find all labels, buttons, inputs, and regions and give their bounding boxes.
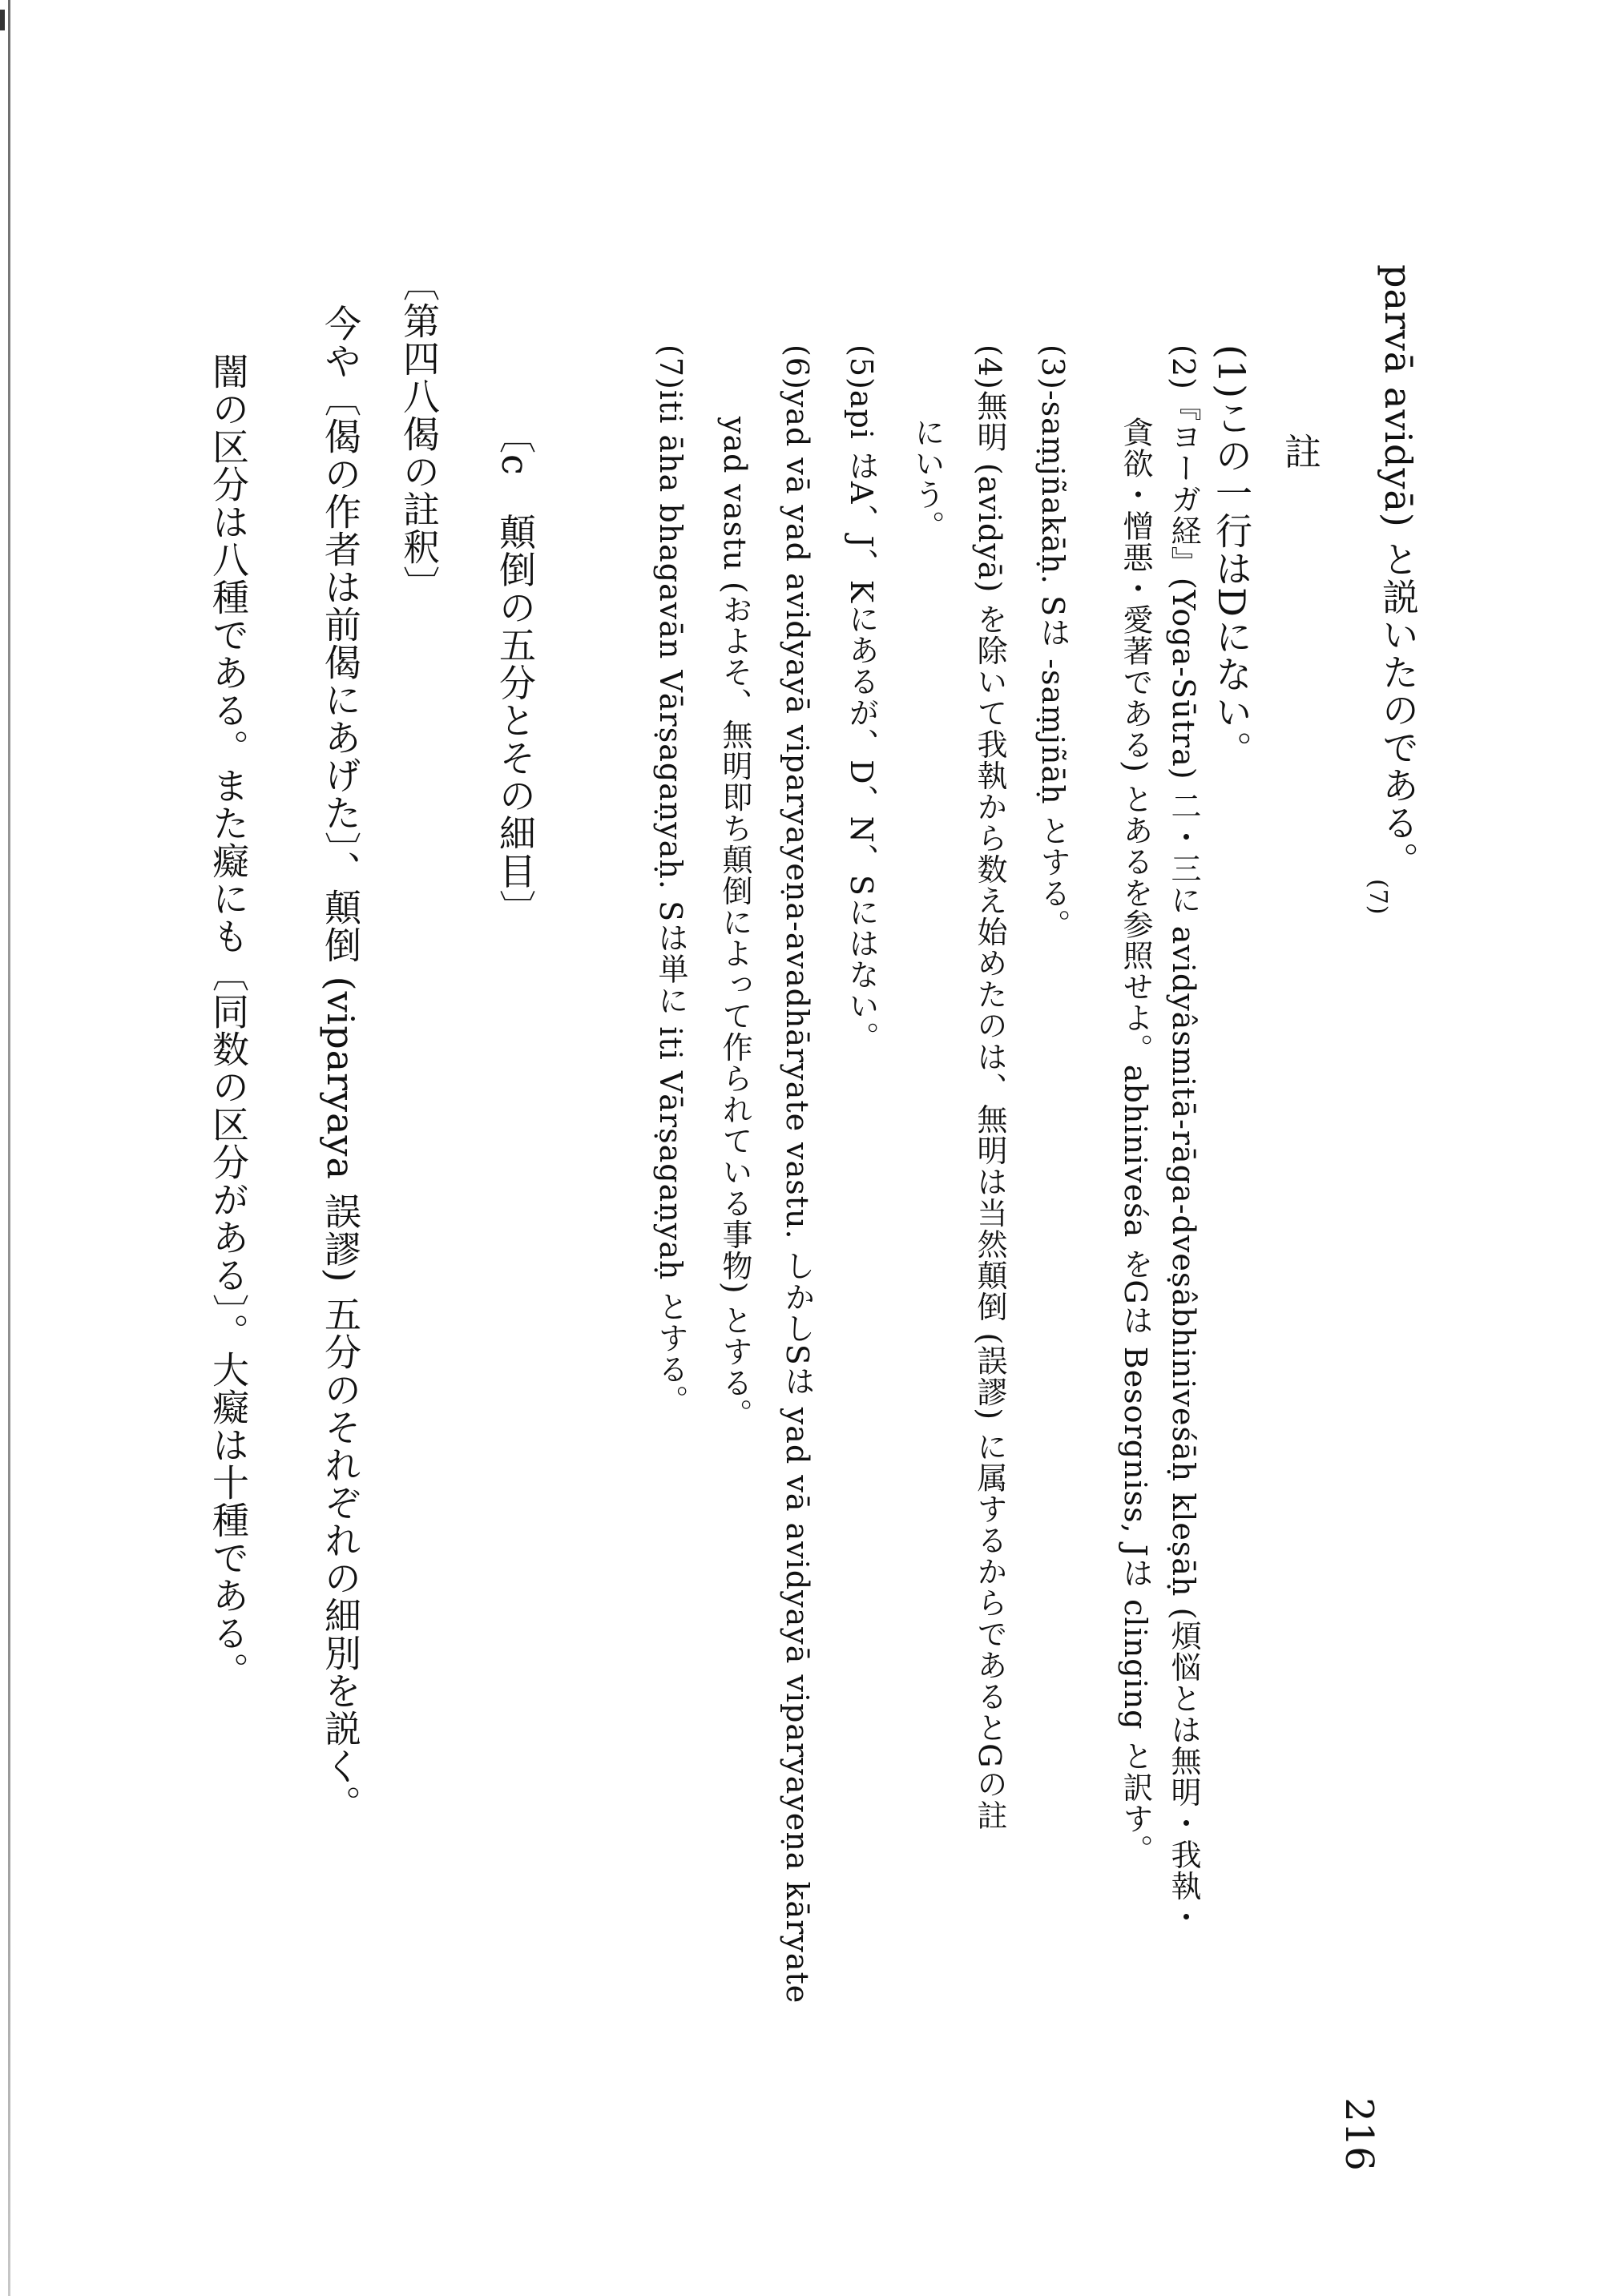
note-number: (2) [1166, 344, 1201, 390]
note-6 [782, 344, 813, 2004]
body-line-1: 今や〔偈の作者は前偈にあげた〕、顛倒 (viparyaya 誤謬) 五分のそれぞれの細別を説く。 [319, 304, 362, 1823]
note-7 [655, 344, 686, 1416]
note-number: (4) [972, 344, 1007, 390]
note-4 [974, 344, 1005, 1831]
note-2-continued: 貪欲・憎悪・愛著である) とあるを参照せよ。abhiniveśa をGは Besorgniss, Jは clinging と訳す。 [1118, 417, 1153, 1866]
body-line-2: 闇の区分は八種である。また癡にも〔同数の区分がある〕。大癡は十種である。 [207, 352, 250, 1690]
page-number: 216 [1336, 2097, 1381, 2171]
notes-heading: 註 [1279, 433, 1322, 470]
scan-mark [0, 10, 5, 30]
note-text: -saṃjñakāḥ. Sは -saṃjñāḥ とする。 [1035, 389, 1071, 941]
note-number: (6) [780, 344, 815, 390]
note-5 [846, 344, 877, 1053]
note-number: (7) [653, 344, 688, 390]
note-4-continued: にいう。 [909, 417, 945, 542]
note-text: api はA、J、Kにあるが、D、N、Sにはない。 [844, 389, 879, 1053]
top-line [1364, 264, 1420, 916]
scan-edge [8, 0, 10, 2296]
note-text: iti āha bhagavān Vārṣagaṇyaḥ. Sは単に iti Vārṣagaṇyaḥ とする。 [653, 389, 688, 1416]
note-3 [1035, 344, 1071, 941]
note-6-continued: yad vastu (およそ、無明即ち顛倒によって作られている事物) とする。 [717, 417, 752, 1430]
note-number: (5) [844, 344, 879, 390]
note-text: 『ヨーガ経』(Yoga-Sūtra) 二・三に avidyâsmitā-rāga-dveṣâbhiniveśāḥ kleṣāḥ (煩悩とは無明・我執・ [1166, 389, 1201, 1933]
note-text: yad vā yad avidyayā viparyayeṇa-avadhāryate vastu. しかしSは yad vā avidyayā viparyayeṇa kāryate [780, 389, 815, 2004]
note-number: (1) [1210, 344, 1253, 400]
note-2 [1168, 344, 1199, 1932]
section-heading: 〔c 顛倒の五分とその細目〕 [494, 417, 537, 928]
note-1 [1210, 344, 1253, 769]
note-text: 無明 (avidyā) を除いて我執から数え始めたのは、無明は当然顛倒 (誤謬) に属するからであるとGの註 [972, 389, 1007, 1831]
top-line-text: parvā avidyā) と説いたのである。 [1377, 264, 1420, 880]
footnote-ref: (7) [1364, 879, 1392, 916]
verse-label: 〔第四八偈の註釈〕 [397, 264, 441, 603]
note-text: この一行はDにない。 [1210, 399, 1253, 769]
note-number: (3) [1035, 344, 1071, 390]
